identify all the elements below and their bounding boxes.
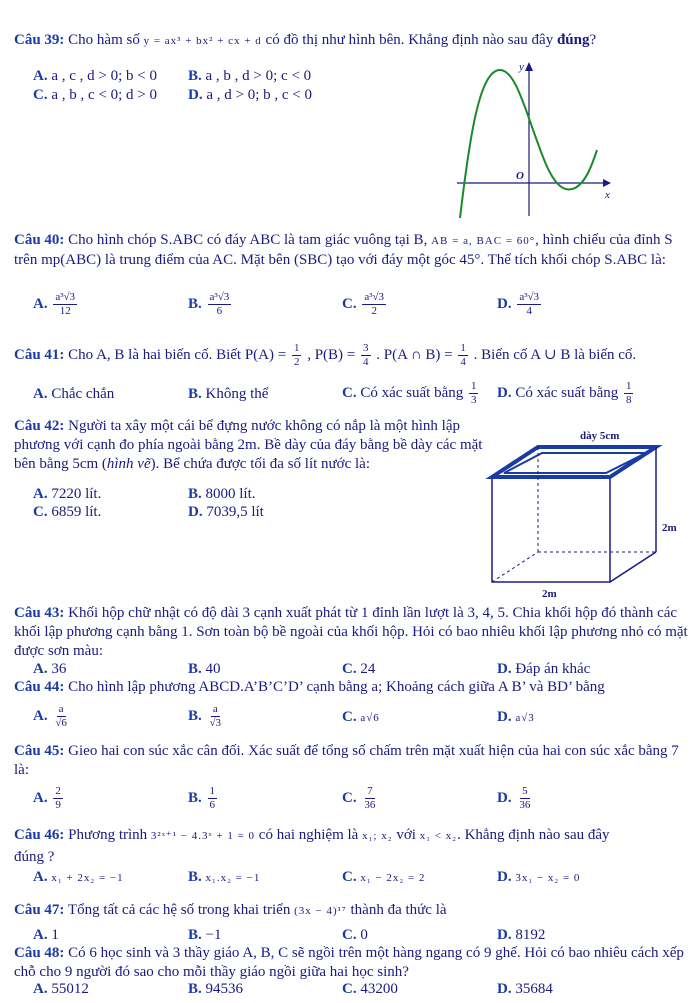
q43-option-a[interactable]	[33, 661, 66, 678]
q41-text-1: Cho A, B là hai biến cố. Biết P(A) =	[68, 346, 287, 363]
q41-text-2: , P(B) =	[307, 346, 356, 363]
q46-option-a-text: x₁ + 2x₂ = −1	[51, 872, 124, 884]
q47-stem	[14, 902, 447, 919]
q45-option-c-frac: $\frac{7}{36}$	[364, 785, 376, 811]
q43-option-b-text: 40	[205, 661, 221, 677]
y-axis-arrow	[525, 62, 533, 71]
q48-option-b-letter: B.	[188, 981, 202, 997]
q44-option-c-text: a√6	[360, 712, 380, 724]
q39-end: ?	[589, 32, 597, 48]
q40-option-d[interactable]	[497, 291, 543, 318]
q40-cond: AB = a, BAC = 60°	[431, 235, 536, 247]
q43-option-c-letter: C.	[342, 661, 357, 677]
q39-option-c[interactable]	[33, 87, 157, 104]
q43-option-c[interactable]	[342, 661, 375, 678]
q44-stem	[14, 679, 605, 696]
q46-equation: 3²ˣ⁺¹ − 4.3ˣ + 1 = 0	[150, 830, 256, 842]
q42-option-a-letter: A.	[33, 486, 48, 502]
q45-option-a-frac: $\frac{2}{9}$	[55, 785, 61, 811]
q42-option-d[interactable]	[188, 504, 264, 521]
q39-label: Câu 39:	[14, 32, 65, 48]
q39-option-c-letter: C.	[33, 87, 48, 103]
q47-option-a-letter: A.	[33, 927, 48, 943]
q46-roots: x₁; x₂	[362, 830, 393, 842]
q48-option-a-text: 55012	[51, 981, 89, 997]
q46-option-d[interactable]	[497, 869, 580, 886]
q42-option-c[interactable]	[33, 504, 101, 521]
q41-text-4: . Biến cố A ∪ B là biến cố.	[473, 346, 637, 363]
q45-option-a-letter: A.	[33, 789, 48, 806]
q45-option-d[interactable]	[497, 785, 534, 812]
q39-option-b-letter: B.	[188, 68, 202, 84]
q44-option-c[interactable]	[342, 709, 380, 726]
hidden-left-bottom	[492, 552, 538, 582]
q46-option-b-text: x₁.x₂ = −1	[205, 872, 261, 884]
q39-option-a[interactable]	[33, 68, 157, 85]
q48-option-c-letter: C.	[342, 981, 357, 997]
q46-line2: đúng ?	[14, 849, 55, 865]
q43-line1: Khối hộp chữ nhật có độ dài 3 cạnh xuất phát từ 1 đỉnh lần lượt là 3, 4, 5. Chia khối hộp đó	[68, 605, 617, 621]
q41-option-a[interactable]	[33, 386, 114, 403]
q39-formula: y = ax³ + bx² + cx + d	[143, 35, 262, 47]
q48-option-d-text: 35684	[515, 981, 553, 997]
q48-option-d-letter: D.	[497, 981, 512, 997]
q43-line3: phương nhỏ có mặt được sơn màu:	[14, 624, 688, 659]
q47-option-a-text: 1	[51, 927, 59, 943]
q42-line3b: ). Bể chứa được tối đa số lít nước là:	[150, 456, 370, 472]
q40-option-b[interactable]	[188, 291, 233, 318]
y-axis-label: y	[519, 61, 524, 73]
q42-option-d-letter: D.	[188, 504, 203, 520]
q41-option-c-text: Có xác suất bằng	[360, 384, 464, 401]
q47-expression: (3x − 4)¹⁷	[294, 905, 347, 917]
q47-text-1: Tổng tất cả các hệ số trong khai triển	[67, 902, 291, 918]
q40-option-c-letter: C.	[342, 295, 357, 312]
q45-option-d-frac: $\frac{5}{36}$	[519, 785, 531, 811]
q46-option-b[interactable]	[188, 869, 260, 886]
q39-option-d-letter: D.	[188, 87, 203, 103]
q47-option-b-text: −1	[205, 927, 222, 943]
q46-option-c-text: x₁ − 2x₂ = 2	[360, 872, 426, 884]
q40-option-b-letter: B.	[188, 295, 202, 312]
q42-line3a: mặt bên bằng 5cm (	[14, 437, 483, 472]
q39-option-a-text: a , c , d > 0; b < 0	[51, 68, 157, 84]
q45-stem	[14, 742, 690, 780]
q39-option-b-text: a , b , d > 0; c < 0	[205, 68, 312, 84]
q43-option-a-letter: A.	[33, 661, 48, 677]
q42-stem	[14, 417, 489, 474]
q44-text: Cho hình lập phương ABCD.A’B’C’D’ cạnh bằng a; Khoảng cách giữa A B’ và BD’ bằng	[68, 679, 605, 695]
q43-stem	[14, 604, 690, 661]
q46-text-4: . Khẳng định nào sau đây	[457, 827, 610, 843]
q41-option-a-letter: A.	[33, 386, 48, 402]
q43-option-a-text: 36	[51, 661, 67, 677]
q45-option-c-letter: C.	[342, 789, 357, 806]
q46-option-c[interactable]	[342, 869, 425, 886]
q39-option-c-text: a , b , c < 0; d > 0	[51, 87, 157, 103]
q46-label: Câu 46:	[14, 827, 65, 843]
q40-option-b-frac: $\frac{\text{a³√3}}{6}$	[209, 291, 230, 317]
side-label: 2m	[662, 522, 677, 534]
q48-option-c[interactable]	[342, 981, 398, 998]
q39-option-d[interactable]	[188, 87, 312, 104]
q47-option-d-text: 8192	[515, 927, 546, 943]
q42-option-b-letter: B.	[188, 486, 202, 502]
q48-option-a-letter: A.	[33, 981, 48, 997]
q43-option-b[interactable]	[188, 661, 221, 678]
q46-order: x₁ < x₂	[419, 830, 458, 842]
q45-line1: Gieo hai con súc xắc cân đối. Xác suất để tổng số chấm trên mặt xuất hiện của hai con súc xắc	[68, 743, 635, 759]
q45-option-a[interactable]	[33, 785, 65, 812]
q43-label: Câu 43:	[14, 605, 65, 621]
q44-option-a[interactable]	[33, 703, 71, 730]
q48-option-b[interactable]	[188, 981, 243, 998]
q47-option-c-letter: C.	[342, 927, 357, 943]
q41-option-c-frac: $\frac{1}{3}$	[470, 380, 477, 406]
q43-option-d-text: Đáp án khác	[515, 661, 591, 677]
q45-option-b-frac: $\frac{1}{6}$	[209, 785, 216, 811]
q42-line2: phương với cạnh đo phía ngoài bằng 2m. Bề dày của đáy bằng bề dày các	[14, 437, 457, 453]
q43-option-c-text: 24	[360, 661, 376, 677]
q41-text-3: . P(A ∩ B) =	[376, 346, 453, 363]
q44-option-c-letter: C.	[342, 709, 357, 725]
q39-stem	[14, 32, 596, 49]
q42-option-c-text: 6859 lít.	[51, 504, 102, 520]
q46-text-1: Phương trình	[68, 827, 148, 843]
q40-option-c-frac: $\frac{\text{a³√3}}{2}$	[364, 291, 385, 317]
q41-frac-pa: $\frac{1}{2}$	[293, 342, 300, 368]
q44-option-b-letter: B.	[188, 707, 202, 724]
q47-option-c-text: 0	[360, 927, 368, 943]
q46-option-c-letter: C.	[342, 869, 357, 885]
q48-option-c-text: 43200	[360, 981, 398, 997]
q46-text-2: có hai nghiệm là	[258, 827, 359, 843]
q46-option-d-text: 3x₁ − x₂ = 0	[515, 872, 581, 884]
q42-option-a[interactable]	[33, 486, 101, 503]
q40-line1b: , hình chiếu của	[535, 232, 631, 248]
q42-option-d-text: 7039,5 lít	[206, 504, 264, 520]
q47-option-d-letter: D.	[497, 927, 512, 943]
q42-option-c-letter: C.	[33, 504, 48, 520]
q48-option-a[interactable]	[33, 981, 89, 998]
q41-option-d[interactable]	[497, 380, 635, 407]
q44-option-b-frac: $\frac{a}{√3}$	[209, 703, 222, 729]
q39-text-b: có đồ thị như hình bên. Khẳng định nào sau đây	[265, 32, 554, 48]
q44-option-b[interactable]	[188, 703, 225, 730]
q45-option-d-letter: D.	[497, 789, 512, 806]
q40-option-a[interactable]	[33, 291, 79, 318]
q40-option-c[interactable]	[342, 291, 388, 318]
q44-option-a-letter: A.	[33, 707, 48, 724]
q41-label: Câu 41:	[14, 346, 65, 363]
q47-option-d[interactable]	[497, 927, 545, 944]
q39-option-b[interactable]	[188, 68, 311, 85]
q48-line2: cách xếp chỗ cho 9 người đó sao cho mỗi thầy giáo ngồi giữa hai học sinh?	[14, 945, 684, 980]
bottom-label: 2m	[542, 588, 557, 600]
q47-option-b-letter: B.	[188, 927, 202, 943]
front-face	[492, 477, 610, 582]
x-axis-arrow	[603, 179, 611, 187]
q41-option-d-text: Có xác suất bằng	[515, 384, 619, 401]
q41-option-c[interactable]	[342, 380, 480, 407]
q44-label: Câu 44:	[14, 679, 65, 695]
q45-option-c[interactable]	[342, 785, 379, 812]
thickness-label: dày 5cm	[580, 430, 620, 442]
right-bottom-edge	[610, 552, 656, 582]
q44-option-d-text: a√3	[515, 712, 535, 724]
q48-label: Câu 48:	[14, 945, 65, 961]
q41-option-b-letter: B.	[188, 386, 202, 402]
q47-label: Câu 47:	[14, 902, 65, 918]
q43-option-b-letter: B.	[188, 661, 202, 677]
q46-option-b-letter: B.	[188, 869, 202, 885]
q45-line2: bằng 7 là:	[14, 743, 679, 778]
q48-line1: Có 6 học sinh và 3 thầy giáo A, B, C sẽ ngồi trên một hàng ngang có 9 ghế. Hỏi có bao nhiêu	[68, 945, 628, 961]
q41-option-a-text: Chắc chắn	[51, 386, 115, 402]
origin-label: O	[516, 170, 524, 182]
q48-option-b-text: 94536	[205, 981, 244, 997]
q46-stem	[14, 827, 610, 844]
q42-option-b[interactable]	[188, 486, 256, 503]
q40-option-a-letter: A.	[33, 295, 48, 312]
q48-stem	[14, 944, 690, 982]
q47-option-b[interactable]	[188, 927, 221, 944]
q40-option-a-frac: $\frac{\text{a³√3}}{12}$	[55, 291, 76, 317]
q45-option-b-letter: B.	[188, 789, 202, 806]
q44-option-d-letter: D.	[497, 709, 512, 725]
q41-option-c-letter: C.	[342, 384, 357, 401]
x-axis-label: x	[605, 189, 610, 201]
q43-line2: thành các khối lập phương cạnh bằng 1. Sơn toàn bộ bề ngoài của khối hộp. Hỏi có bao nhiêu khối lập	[14, 605, 678, 640]
q40-stem	[14, 231, 690, 270]
q39-option-d-text: a , d > 0; b , c < 0	[206, 87, 312, 103]
q40-line3: S.ABC là:	[604, 252, 666, 268]
q41-option-d-frac: $\frac{1}{8}$	[625, 380, 632, 406]
q42-label: Câu 42:	[14, 418, 65, 434]
q44-option-d[interactable]	[497, 709, 535, 726]
q39-option-a-letter: A.	[33, 68, 48, 84]
q46-option-d-letter: D.	[497, 869, 512, 885]
q41-stem	[14, 342, 636, 369]
q43-option-d-letter: D.	[497, 661, 512, 677]
q43-option-d[interactable]	[497, 661, 590, 678]
q39-cubic-graph	[455, 58, 625, 218]
q42-line3-italic: hình vẽ	[106, 456, 151, 472]
q47-text-2: thành đa thức là	[350, 902, 447, 918]
q40-label: Câu 40:	[14, 232, 65, 248]
q46-option-a[interactable]	[33, 869, 124, 886]
q46-text-3: với	[396, 827, 416, 843]
q41-frac-pab: $\frac{1}{4}$	[460, 342, 466, 368]
q39-text-a: Cho hàm số	[68, 32, 140, 48]
q42-cube-figure	[480, 425, 685, 600]
q40-option-d-letter: D.	[497, 295, 512, 312]
q44-option-a-frac: $\frac{a}{√6}$	[55, 703, 67, 729]
q41-option-d-letter: D.	[497, 384, 512, 401]
q45-option-b[interactable]	[188, 785, 219, 812]
q48-option-d[interactable]	[497, 981, 553, 998]
q40-line1: Cho hình chóp S.ABC có đáy ABC là tam giác vuông tại B,	[68, 232, 428, 248]
q40-line2: đỉnh S trên mp(ABC) là trung điểm của AC. Mặt bên (SBC) tạo với đáy một góc 45°. Thể tích khối chóp	[14, 232, 673, 268]
q40-option-d-frac: $\frac{\text{a³√3}}{4}$	[519, 291, 540, 317]
q41-option-b[interactable]	[188, 386, 268, 403]
q42-option-b-text: 8000 lít.	[205, 486, 256, 502]
q47-option-a[interactable]	[33, 927, 59, 944]
q46-option-a-letter: A.	[33, 869, 48, 885]
q45-label: Câu 45:	[14, 743, 65, 759]
q42-line1: Người ta xây một cái bể đựng nước không có nắp là một hình lập	[68, 418, 461, 434]
q41-option-b-text: Không thể	[205, 386, 269, 402]
q41-frac-pb: $\frac{3}{4}$	[363, 342, 369, 368]
q42-option-a-text: 7220 lít.	[51, 486, 102, 502]
q47-option-c[interactable]	[342, 927, 368, 944]
q39-emph: đúng	[556, 32, 590, 48]
